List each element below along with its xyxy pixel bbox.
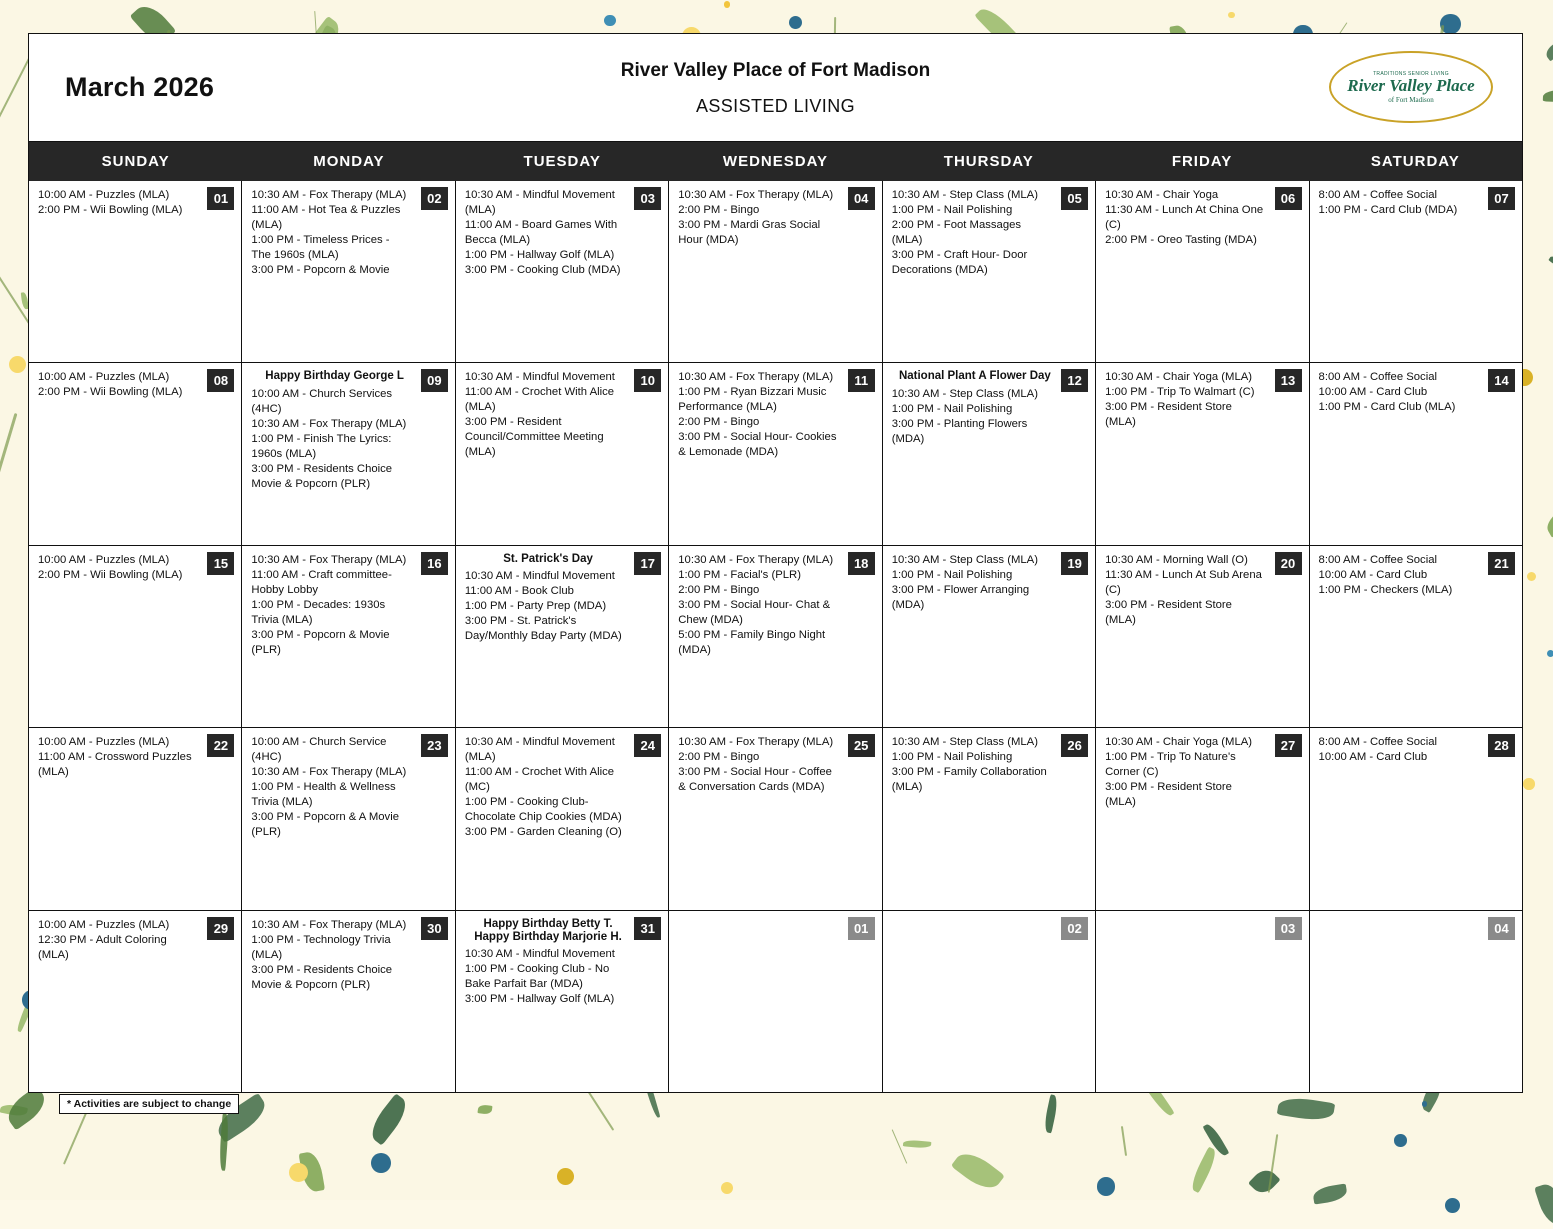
event-item: 1:00 PM - Card Club (MLA) (1318, 401, 1456, 414)
day-cell-02[interactable] (242, 181, 455, 362)
event-list (1105, 735, 1265, 810)
day-number: 07 (1488, 187, 1515, 210)
leaf-decoration (1548, 253, 1553, 284)
logo-oval (1329, 51, 1493, 123)
day-number: 09 (421, 369, 448, 392)
event-item: 2:00 PM - Oreo Tasting (MDA) (1105, 234, 1257, 247)
event-list (251, 918, 411, 993)
event-item: 3:00 PM - Cooking Club (MDA) (464, 264, 621, 277)
event-list (892, 553, 1052, 613)
event-item: 10:30 AM - Fox Therapy (MLA) (678, 553, 834, 566)
stem-decoration (0, 413, 17, 478)
event-item: 10:30 AM - Mindful Movement (464, 371, 615, 384)
flower-decoration (289, 1163, 308, 1182)
weekday-header-monday: MONDAY (313, 153, 385, 170)
event-item: 2:00 PM - Foot Massages (MLA) (891, 219, 1022, 247)
event-item: 10:30 AM - Mindful Movement (464, 570, 615, 583)
flower-decoration (371, 1153, 391, 1173)
facility-subtitle: ASSISTED LIVING (695, 96, 856, 116)
event-item: 3:00 PM - Mardi Gras Social Hour (MDA) (678, 219, 821, 247)
event-item: 1:00 PM - Facial's (PLR) (678, 568, 801, 581)
event-item: 10:30 AM - Mindful Movement (MLA) (464, 189, 615, 217)
event-item: 3:00 PM - Popcorn & Movie (251, 264, 390, 277)
day-cell-17[interactable] (456, 546, 669, 727)
event-list (251, 387, 415, 492)
day-number: 13 (1275, 369, 1302, 392)
special-occasion-label: Happy Birthday Betty T. Happy Birthday Marjorie H. (474, 917, 622, 943)
day-number: 01 (848, 917, 875, 940)
event-item: 11:30 AM - Lunch At China One (C) (1105, 204, 1264, 232)
flower-decoration (721, 1182, 733, 1194)
week-row (29, 181, 1522, 363)
day-cell-21[interactable] (1310, 546, 1522, 727)
flower-decoration (557, 1168, 574, 1185)
day-number: 31 (634, 917, 661, 940)
day-number: 27 (1275, 734, 1302, 757)
day-cell-10[interactable] (456, 363, 669, 544)
event-list (38, 370, 198, 400)
event-item: 3:00 PM - Resident Store (MLA) (1105, 598, 1232, 626)
day-cell-30[interactable] (242, 911, 455, 1092)
day-cell-24[interactable] (456, 728, 669, 909)
day-cell-03[interactable] (456, 181, 669, 362)
event-item: 3:00 PM - Craft Hour- Door Decorations (MDA) (891, 249, 1028, 277)
event-list (465, 947, 629, 1007)
event-item: 11:00 AM - Crochet With Alice (MLA) (464, 386, 615, 414)
event-item: 1:00 PM - Nail Polishing (891, 568, 1013, 581)
event-item: 1:00 PM - Party Prep (MDA) (464, 600, 607, 613)
day-cell-20[interactable] (1096, 546, 1309, 727)
week-row (29, 546, 1522, 728)
event-item: 10:00 AM - Card Club (1318, 751, 1428, 764)
event-item: 8:00 AM - Coffee Social (1318, 736, 1438, 749)
day-number: 11 (848, 369, 875, 392)
flower-decoration (789, 16, 803, 30)
event-item: 1:00 PM - Nail Polishing (891, 204, 1013, 217)
event-list (892, 387, 1056, 447)
event-item: 10:30 AM - Chair Yoga (MLA) (1105, 371, 1253, 384)
day-number: 03 (634, 187, 661, 210)
day-cell-26[interactable] (883, 728, 1096, 909)
leaf-decoration (1042, 1094, 1059, 1133)
day-number: 23 (421, 734, 448, 757)
flower-decoration (724, 1, 731, 8)
event-item: 11:00 AM - Board Games With Becca (MLA) (464, 219, 618, 247)
day-number: 24 (634, 734, 661, 757)
day-cell-18[interactable] (669, 546, 882, 727)
day-cell-03[interactable] (1096, 911, 1309, 1092)
event-list (678, 553, 838, 658)
flower-decoration (1394, 1134, 1406, 1146)
day-number: 19 (1061, 552, 1088, 575)
event-item: 1:00 PM - Technology Trivia (MLA) (251, 933, 391, 961)
event-list (38, 188, 198, 218)
day-number: 03 (1275, 917, 1302, 940)
event-item: 10:30 AM - Fox Therapy (MLA) (251, 189, 407, 201)
event-list (678, 188, 838, 248)
event-item: 3:00 PM - Hallway Golf (MLA) (464, 993, 615, 1006)
event-item: 2:00 PM - Bingo (678, 204, 760, 217)
day-number: 18 (848, 552, 875, 575)
event-item: 10:30 AM - Fox Therapy (MLA) (251, 766, 407, 779)
day-number: 21 (1488, 552, 1515, 575)
event-item: 3:00 PM - Social Hour- Chat & Chew (MDA) (678, 598, 831, 626)
event-list (38, 918, 198, 963)
event-item: 10:30 AM - Fox Therapy (MLA) (678, 736, 834, 749)
leaf-decoration (1534, 1181, 1553, 1229)
event-item: 10:00 AM - Puzzles (MLA) (38, 553, 170, 566)
leaf-decoration (477, 1104, 492, 1114)
event-list (1105, 553, 1265, 628)
day-number: 16 (421, 552, 448, 575)
day-number: 08 (207, 369, 234, 392)
day-number: 12 (1061, 369, 1088, 392)
flower-decoration (1547, 650, 1553, 657)
day-cell-01[interactable] (669, 911, 882, 1092)
event-item: 10:00 AM - Card Club (1318, 386, 1428, 399)
day-number: 26 (1061, 734, 1088, 757)
event-item: 10:30 AM - Step Class (MLA) (891, 189, 1038, 201)
event-item: 3:00 PM - Popcorn & A Movie (PLR) (251, 811, 399, 839)
event-item: 10:30 AM - Step Class (MLA) (891, 736, 1038, 749)
event-item: 3:00 PM - Resident Council/Committee Meeting (MLA) (464, 416, 604, 459)
day-number: 04 (1488, 917, 1515, 940)
event-list (465, 188, 625, 278)
event-item: 10:00 AM - Church Service (4HC) (251, 736, 387, 764)
event-item: 10:30 AM - Mindful Movement (MLA) (464, 736, 615, 764)
event-item: 11:30 AM - Lunch At Sub Arena (C) (1105, 568, 1262, 596)
weekday-header-row (29, 142, 1522, 181)
event-item: 1:00 PM - Checkers (MLA) (1318, 583, 1453, 596)
event-item: 1:00 PM - Trip To Walmart (C) (1105, 386, 1255, 399)
event-item: 10:30 AM - Fox Therapy (MLA) (678, 371, 834, 384)
event-item: 2:00 PM - Bingo (678, 751, 760, 764)
event-item: 1:00 PM - Health & Wellness Trivia (MLA) (251, 781, 396, 809)
special-occasion-label: National Plant A Flower Day (898, 370, 1051, 383)
event-list (465, 735, 625, 840)
event-list (251, 553, 411, 658)
event-item: 10:30 AM - Fox Therapy (MLA) (251, 553, 407, 566)
day-cell-04[interactable] (1310, 911, 1522, 1092)
day-number: 29 (207, 917, 234, 940)
event-list (678, 370, 838, 460)
event-item: 2:00 PM - Wii Bowling (MLA) (38, 386, 183, 399)
event-item: 10:30 AM - Morning Wall (O) (1105, 553, 1248, 566)
weekday-header-sunday: SUNDAY (101, 153, 170, 170)
day-number: 01 (207, 187, 234, 210)
event-item: 1:00 PM - Timeless Prices - The 1960s (MLA) (251, 234, 390, 262)
calendar-header (29, 34, 1522, 142)
event-item: 10:30 AM - Chair Yoga (1105, 189, 1219, 201)
event-item: 1:00 PM - Card Club (MDA) (1318, 204, 1458, 217)
leaf-decoration (1541, 497, 1553, 538)
stem-decoration (588, 1091, 615, 1131)
event-list (465, 569, 629, 644)
day-number: 22 (207, 734, 234, 757)
event-item: 10:00 AM - Puzzles (MLA) (38, 918, 170, 931)
special-occasion-label: Happy Birthday George L (265, 370, 404, 383)
stem-decoration (892, 1130, 908, 1164)
day-number: 02 (1061, 917, 1088, 940)
event-item: 10:00 AM - Card Club (1318, 568, 1428, 581)
weekday-header-thursday: THURSDAY (943, 153, 1034, 170)
day-number: 14 (1488, 369, 1515, 392)
day-cell-28[interactable] (1310, 728, 1522, 909)
event-item: 2:00 PM - Bingo (678, 583, 760, 596)
event-list (892, 735, 1052, 795)
day-number: 04 (848, 187, 875, 210)
event-item: 10:00 AM - Puzzles (MLA) (38, 371, 170, 384)
day-cell-22[interactable] (29, 728, 242, 909)
event-item: 1:00 PM - Cooking Club- Chocolate Chip Cookies (MDA) (464, 796, 622, 824)
day-number: 30 (421, 917, 448, 940)
leaf-decoration (950, 1146, 1005, 1196)
leaf-decoration (1312, 1183, 1348, 1204)
week-row (29, 363, 1522, 545)
event-item: 3:00 PM - Resident Store (MLA) (1105, 781, 1232, 809)
event-item: 3:00 PM - Social Hour - Coffee & Conversation Cards (MDA) (678, 766, 832, 794)
event-item: 1:00 PM - Hallway Golf (MLA) (464, 249, 615, 262)
day-cell-23[interactable] (242, 728, 455, 909)
event-item: 2:00 PM - Wii Bowling (MLA) (38, 204, 183, 217)
day-cell-06[interactable] (1096, 181, 1309, 362)
event-list (38, 553, 198, 583)
leaf-decoration (1189, 1147, 1220, 1193)
facility-name: River Valley Place of Fort Madison (620, 60, 931, 81)
event-item: 5:00 PM - Family Bingo Night (MDA) (678, 628, 826, 656)
weekday-header-tuesday: TUESDAY (523, 153, 601, 170)
event-item: 1:00 PM - Cooking Club - No Bake Parfait Bar (MDA) (464, 963, 610, 991)
event-item: 3:00 PM - Planting Flowers (MDA) (891, 417, 1028, 445)
weekday-header-friday: FRIDAY (1171, 153, 1233, 170)
event-item: 1:00 PM - Decades: 1930s Trivia (MLA) (251, 598, 386, 626)
day-cell-11[interactable] (669, 363, 882, 544)
flower-decoration (1523, 778, 1534, 789)
event-item: 10:30 AM - Chair Yoga (MLA) (1105, 736, 1253, 749)
event-item: 3:00 PM - Residents Choice Movie & Popcorn (PLR) (251, 963, 393, 991)
event-list (251, 188, 411, 278)
leaf-decoration (1277, 1094, 1335, 1122)
leaf-decoration (1543, 90, 1553, 104)
event-item: 11:00 AM - Craft committee- Hobby Lobby (251, 568, 392, 596)
event-list (1319, 735, 1479, 765)
event-item: 10:00 AM - Puzzles (MLA) (38, 189, 170, 201)
day-number: 20 (1275, 552, 1302, 575)
event-item: 10:30 AM - Fox Therapy (MLA) (251, 918, 407, 931)
leaf-decoration (218, 1113, 229, 1171)
event-item: 10:00 AM - Puzzles (MLA) (38, 736, 170, 749)
day-cell-01[interactable] (29, 181, 242, 362)
week-row (29, 728, 1522, 910)
day-cell-05[interactable] (883, 181, 1096, 362)
event-item: 2:00 PM - Bingo (678, 416, 760, 429)
event-list (678, 735, 838, 795)
event-item: 1:00 PM - Nail Polishing (891, 751, 1013, 764)
day-cell-04[interactable] (669, 181, 882, 362)
event-item: 8:00 AM - Coffee Social (1318, 553, 1438, 566)
flower-decoration (1422, 1101, 1428, 1107)
day-cell-14[interactable] (1310, 363, 1522, 544)
event-item: 2:00 PM - Wii Bowling (MLA) (38, 568, 183, 581)
event-item: 10:30 AM - Fox Therapy (MLA) (251, 417, 407, 430)
event-item: 3:00 PM - Social Hour- Cookies & Lemonade (MDA) (678, 431, 837, 459)
day-number: 17 (634, 552, 661, 575)
event-item: 3:00 PM - Residents Choice Movie & Popcorn (PLR) (251, 462, 393, 490)
logo-main-text: River Valley Place (1347, 75, 1475, 95)
event-item: 8:00 AM - Coffee Social (1318, 371, 1438, 384)
calendar-sheet (28, 33, 1523, 1110)
logo-top-text: TRADITIONS SENIOR LIVING (1373, 70, 1449, 77)
stem-decoration (1120, 1126, 1127, 1156)
special-occasion-label: St. Patrick's Day (503, 552, 593, 565)
day-cell-25[interactable] (669, 728, 882, 909)
flower-decoration (604, 15, 615, 26)
event-item: 10:30 AM - Mindful Movement (464, 948, 615, 961)
event-item: 11:00 AM - Book Club (464, 585, 574, 598)
day-cell-27[interactable] (1096, 728, 1309, 909)
event-item: 3:00 PM - Flower Arranging (MDA) (891, 583, 1030, 611)
week-row (29, 911, 1522, 1092)
event-item: 3:00 PM - Resident Store (MLA) (1105, 401, 1232, 429)
event-list (465, 370, 625, 460)
facility-block (29, 60, 1522, 117)
weekday-header-wednesday: WEDNESDAY (722, 153, 829, 170)
event-list (1105, 370, 1265, 430)
day-number: 10 (634, 369, 661, 392)
leaf-decoration (903, 1140, 932, 1149)
day-cell-12[interactable] (883, 363, 1096, 544)
event-list (251, 735, 411, 840)
day-cell-15[interactable] (29, 546, 242, 727)
weekday-header-saturday: SATURDAY (1370, 153, 1460, 170)
event-list (1105, 188, 1265, 248)
day-number: 06 (1275, 187, 1302, 210)
day-cell-09[interactable] (242, 363, 455, 544)
month-title: March 2026 (65, 72, 215, 102)
event-list (892, 188, 1052, 278)
day-cell-29[interactable] (29, 911, 242, 1092)
logo-sub-text: of Fort Madison (1388, 95, 1434, 104)
day-cell-02[interactable] (883, 911, 1096, 1092)
event-item: 3:00 PM - Family Collaboration (MLA) (891, 766, 1047, 794)
event-item: 3:00 PM - Popcorn & Movie (PLR) (251, 628, 390, 656)
event-item: 3:00 PM - St. Patrick's Day/Monthly Bday Party (MDA) (464, 615, 622, 643)
event-item: 3:00 PM - Garden Cleaning (O) (464, 826, 622, 839)
event-item: 12:30 PM - Adult Coloring (MLA) (38, 933, 167, 961)
flower-decoration (1097, 1177, 1116, 1196)
leaf-decoration (1543, 41, 1553, 62)
day-cell-19[interactable] (883, 546, 1096, 727)
event-list (1319, 370, 1479, 415)
event-list (38, 735, 198, 780)
event-item: 11:00 AM - Crossword Puzzles (MLA) (38, 751, 192, 779)
event-item: 1:00 PM - Finish The Lyrics: 1960s (MLA) (251, 432, 392, 460)
event-item: 10:00 AM - Church Services (4HC) (251, 387, 393, 415)
day-cell-07[interactable] (1310, 181, 1522, 362)
event-list (1319, 553, 1479, 598)
day-number: 05 (1061, 187, 1088, 210)
event-list (1319, 188, 1479, 218)
flower-decoration (1228, 12, 1235, 19)
footer-note: * Activities are subject to change (59, 1094, 239, 1114)
day-number: 25 (848, 734, 875, 757)
day-cell-13[interactable] (1096, 363, 1309, 544)
day-number: 28 (1488, 734, 1515, 757)
day-cell-31[interactable] (456, 911, 669, 1092)
event-item: 10:30 AM - Step Class (MLA) (891, 387, 1038, 400)
event-item: 8:00 AM - Coffee Social (1318, 189, 1438, 201)
calendar-grid (29, 181, 1522, 1092)
leaf-decoration (365, 1093, 412, 1145)
day-number: 15 (207, 552, 234, 575)
flower-decoration (9, 356, 26, 373)
river-valley-place-logo (1326, 50, 1496, 124)
event-item: 10:30 AM - Fox Therapy (MLA) (678, 189, 834, 201)
event-item: 10:30 AM - Step Class (MLA) (891, 553, 1038, 566)
day-cell-16[interactable] (242, 546, 455, 727)
event-item: 1:00 PM - Ryan Bizzari Music Performance (MLA) (678, 386, 827, 414)
event-item: 1:00 PM - Trip To Nature's Corner (C) (1105, 751, 1236, 779)
day-cell-08[interactable] (29, 363, 242, 544)
event-item: 11:00 AM - Hot Tea & Puzzles (MLA) (251, 204, 401, 232)
flower-decoration (1527, 572, 1536, 581)
event-item: 11:00 AM - Crochet With Alice (MC) (464, 766, 615, 794)
event-item: 1:00 PM - Nail Polishing (891, 402, 1013, 415)
leaf-decoration (1249, 1165, 1281, 1197)
day-number: 02 (421, 187, 448, 210)
